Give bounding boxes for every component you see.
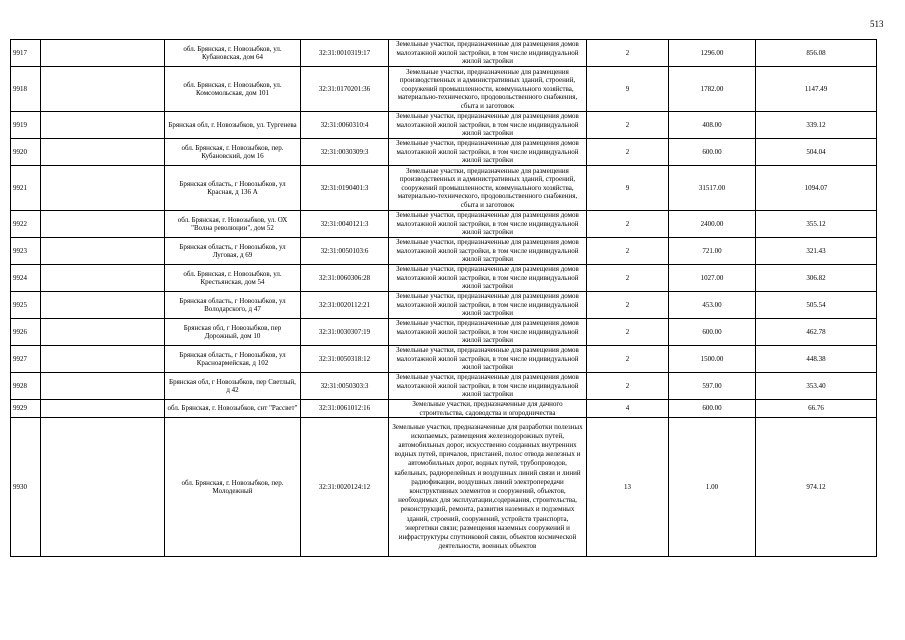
table-row: [11, 346, 877, 373]
cell-specific-value: 321.43: [756, 238, 877, 265]
cell-cadastral-number: 32:31:0060306:28: [301, 265, 389, 292]
table-body: [11, 40, 877, 557]
cell-group-code: 2: [587, 292, 669, 319]
cell-address: Брянская обл, г Новозыбков, пер Дорожный, дом 10: [165, 319, 301, 346]
cell-address: обл. Брянская, г. Новозыбков, ул. Крестьянская, дом 54: [165, 265, 301, 292]
cell-empty: [41, 418, 165, 557]
cell-land-use: Земельные участки, предназначенные для размещения домов малоэтажной жилой застройки, в том числе индивидуальной жилой застройки: [389, 292, 587, 319]
cell-area: 1782.00: [669, 67, 756, 112]
cell-group-code: 2: [587, 265, 669, 292]
cell-land-use: Земельные участки, предназначенные для размещения домов малоэтажной жилой застройки, в том числе индивидуальной жилой застройки: [389, 40, 587, 67]
cell-specific-value: 1094.07: [756, 166, 877, 211]
cell-number: 9921: [11, 166, 41, 211]
cell-land-use: Земельные участки, предназначенные для разработки полезных ископаемых, размещения железнодорожных путей, автомобильных дорог, искусственно созданных внутренних водных путей, причалов, пристаней, полос отвода железных и автомобильных дорог, водных путей, трубопроводов, кабельных, радиорелейных и воздушных линий связи и линий радиофикации, воздушных линий электропередачи конструктивных элементов и сооружений, объектов, необходимых для эксплуатации,содержания, строительства, реконструкций, ремонта, развития наземных и подземных зданий, строений, сооружений, устройств транспорта, энергетики связи; размещения наземных сооружений и инфраструктуры спутниковой связи, объектов космической деятельности, военных объектов: [389, 418, 587, 557]
cell-land-use: Земельные участки, предназначенные для размещения домов малоэтажной жилой застройки, в том числе индивидуальной жилой застройки: [389, 346, 587, 373]
cell-area: 31517.00: [669, 166, 756, 211]
cell-cadastral-number: 32:31:0030307:19: [301, 319, 389, 346]
table-row: [11, 373, 877, 400]
table-row: [11, 40, 877, 67]
cell-specific-value: 448.38: [756, 346, 877, 373]
cell-specific-value: 339.12: [756, 112, 877, 139]
cell-specific-value: 462.78: [756, 319, 877, 346]
table-row: [11, 400, 877, 418]
cell-group-code: 13: [587, 418, 669, 557]
cell-land-use: Земельные участки, предназначенные для размещения домов малоэтажной жилой застройки, в том числе индивидуальной жилой застройки: [389, 139, 587, 166]
cell-empty: [41, 139, 165, 166]
cell-area: 2400.00: [669, 211, 756, 238]
table-row: [11, 418, 877, 557]
cell-empty: [41, 40, 165, 67]
cell-land-use: Земельные участки, предназначенные для размещения домов малоэтажной жилой застройки, в том числе индивидуальной жилой застройки: [389, 373, 587, 400]
cell-area: 1296.00: [669, 40, 756, 67]
cell-land-use: Земельные участки, предназначенные для дачного строительства, садоводства и огородничества: [389, 400, 587, 418]
cell-number: 9930: [11, 418, 41, 557]
cell-address: обл. Брянская, г. Новозыбков, ул. ОХ "Волна революции", дом 52: [165, 211, 301, 238]
table-row: [11, 139, 877, 166]
cell-address: обл. Брянская, г. Новозыбков, пер. Молодежный: [165, 418, 301, 557]
cell-address: обл. Брянская, г. Новозыбков, снт "Рассвет": [165, 400, 301, 418]
cell-empty: [41, 373, 165, 400]
cell-specific-value: 974.12: [756, 418, 877, 557]
cell-area: 453.00: [669, 292, 756, 319]
cell-address: обл. Брянская, г. Новозыбков, пер. Кубановский, дом 16: [165, 139, 301, 166]
cell-land-use: Земельные участки, предназначенные для размещения домов малоэтажной жилой застройки, в том числе индивидуальной жилой застройки: [389, 265, 587, 292]
cell-address: Брянская обл, г. Новозыбков, ул. Тургенева: [165, 112, 301, 139]
cell-cadastral-number: 32:31:0020112:21: [301, 292, 389, 319]
cell-specific-value: 306.82: [756, 265, 877, 292]
cell-number: 9922: [11, 211, 41, 238]
cell-empty: [41, 67, 165, 112]
cell-empty: [41, 346, 165, 373]
cell-empty: [41, 292, 165, 319]
cell-area: 600.00: [669, 319, 756, 346]
cell-area: 408.00: [669, 112, 756, 139]
cell-cadastral-number: 32:31:0020124:12: [301, 418, 389, 557]
cell-number: 9927: [11, 346, 41, 373]
table-row: [11, 319, 877, 346]
cell-land-use: Земельные участки, предназначенные для размещения домов малоэтажной жилой застройки, в том числе индивидуальной жилой застройки: [389, 319, 587, 346]
cell-group-code: 2: [587, 40, 669, 67]
cell-empty: [41, 265, 165, 292]
table-row: [11, 211, 877, 238]
cell-empty: [41, 238, 165, 265]
cell-area: 1.00: [669, 418, 756, 557]
cell-cadastral-number: 32:31:0050318:12: [301, 346, 389, 373]
page-number: 513: [870, 19, 884, 29]
cell-specific-value: 504.04: [756, 139, 877, 166]
cell-cadastral-number: 32:31:0060310:4: [301, 112, 389, 139]
cell-specific-value: 355.12: [756, 211, 877, 238]
cell-empty: [41, 400, 165, 418]
cell-cadastral-number: 32:31:0190401:3: [301, 166, 389, 211]
cell-address: Брянская область, г Новозыбков, ул Луговая, д 69: [165, 238, 301, 265]
cell-land-use: Земельные участки, предназначенные для размещения домов малоэтажной жилой застройки, в том числе индивидуальной жилой застройки: [389, 238, 587, 265]
cell-cadastral-number: 32:31:0170201:36: [301, 67, 389, 112]
cell-address: Брянская обл, г Новозыбков, пер Светлый, д 42: [165, 373, 301, 400]
cell-number: 9917: [11, 40, 41, 67]
cell-land-use: Земельные участки, предназначенные для размещения домов малоэтажной жилой застройки, в том числе индивидуальной жилой застройки: [389, 211, 587, 238]
cell-land-use: Земельные участки, предназначенные для размещения производственных и административных зданий, строений, сооружений промышленности, коммунального хозяйства, материально-технического, продовольственного снабжения, сбыта и заготовок: [389, 166, 587, 211]
cell-group-code: 2: [587, 211, 669, 238]
table-row: [11, 67, 877, 112]
cell-area: 1027.00: [669, 265, 756, 292]
cell-group-code: 9: [587, 67, 669, 112]
cell-number: 9919: [11, 112, 41, 139]
cell-land-use: Земельные участки, предназначенные для размещения домов малоэтажной жилой застройки, в том числе индивидуальной жилой застройки: [389, 112, 587, 139]
table-row: [11, 292, 877, 319]
cell-empty: [41, 112, 165, 139]
cell-number: 9924: [11, 265, 41, 292]
cell-specific-value: 66.76: [756, 400, 877, 418]
cell-specific-value: 856.08: [756, 40, 877, 67]
cell-empty: [41, 166, 165, 211]
cell-specific-value: 505.54: [756, 292, 877, 319]
cell-area: 721.00: [669, 238, 756, 265]
cell-group-code: 2: [587, 112, 669, 139]
cell-address: обл. Брянская, г. Новозыбков, ул. Кубановская, дом 64: [165, 40, 301, 67]
cell-land-use: Земельные участки, предназначенные для размещения производственных и административных зданий, строений, сооружений промышленности, коммунального хозяйства, материально-технического, продовольственного снабжения, сбыта и заготовок: [389, 67, 587, 112]
cell-area: 600.00: [669, 400, 756, 418]
cell-number: 9920: [11, 139, 41, 166]
cell-area: 1500.00: [669, 346, 756, 373]
cell-empty: [41, 211, 165, 238]
cell-group-code: 2: [587, 373, 669, 400]
cell-empty: [41, 319, 165, 346]
cell-cadastral-number: 32:31:0040121:3: [301, 211, 389, 238]
cell-cadastral-number: 32:31:0010319:17: [301, 40, 389, 67]
cell-number: 9929: [11, 400, 41, 418]
cell-address: обл. Брянская, г. Новозыбков, ул. Комсомольская, дом 101: [165, 67, 301, 112]
cell-cadastral-number: 32:31:0061012:16: [301, 400, 389, 418]
cell-area: 597.00: [669, 373, 756, 400]
cell-number: 9918: [11, 67, 41, 112]
table-row: [11, 112, 877, 139]
cell-number: 9923: [11, 238, 41, 265]
cell-cadastral-number: 32:31:0050303:3: [301, 373, 389, 400]
cell-group-code: 2: [587, 238, 669, 265]
cell-cadastral-number: 32:31:0030309:3: [301, 139, 389, 166]
cell-number: 9926: [11, 319, 41, 346]
cell-address: Брянская область, г Новозыбков, ул Красноармейская, д 102: [165, 346, 301, 373]
land-registry-table: [10, 39, 877, 557]
cell-group-code: 2: [587, 346, 669, 373]
cell-group-code: 2: [587, 139, 669, 166]
cell-number: 9925: [11, 292, 41, 319]
cell-number: 9928: [11, 373, 41, 400]
cell-group-code: 4: [587, 400, 669, 418]
cell-group-code: 2: [587, 319, 669, 346]
cell-address: Брянская область, г Новозыбков, ул Красная, д 136 А: [165, 166, 301, 211]
table-row: [11, 265, 877, 292]
cell-specific-value: 1147.49: [756, 67, 877, 112]
cell-specific-value: 353.40: [756, 373, 877, 400]
table-row: [11, 238, 877, 265]
cell-cadastral-number: 32:31:0050103:6: [301, 238, 389, 265]
cell-group-code: 9: [587, 166, 669, 211]
table-row: [11, 166, 877, 211]
cell-address: Брянская область, г Новозыбков, ул Володарского, д 47: [165, 292, 301, 319]
cell-area: 600.00: [669, 139, 756, 166]
